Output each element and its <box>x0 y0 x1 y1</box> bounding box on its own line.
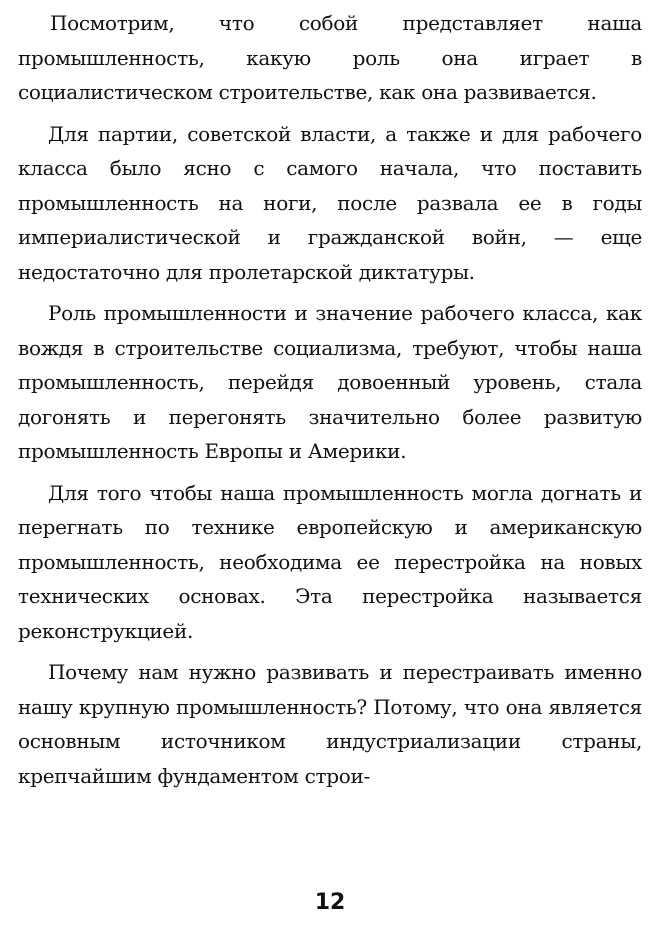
paragraph-1: Посмотрим, что собой представляет наша промышленность, какую роль она играет в социалистическом строительстве, как она развивается. <box>18 11 642 104</box>
paragraph-5: Почему нам нужно развивать и перестраивать именно нашу крупную промышленность? Потому, что она является основным источником индустриализации страны, крепчайшим фундаментом строи- <box>18 660 642 788</box>
body-text <box>18 6 642 800</box>
paragraph-3: Роль промышленности и значение рабочего класса, как вождя в строительстве социализма, требуют, чтобы наша промышленность, перейдя довоенный уровень, стала догонять и перегонять значительно более развитую промышленность Европы и Америки. <box>18 301 642 463</box>
page-number: 12 <box>314 890 346 915</box>
paragraph-4: Для того чтобы наша промышленность могла догнать и перегнать по технике европейскую и американскую промышленность, необходима ее перестройка на новых технических основах. Эта перестройка называется реконструкцией. <box>18 480 642 643</box>
paragraph-2: Для партии, советской власти, а также и для рабочего класса было ясно с самого начала, что поставить промышленность на ноги, после развала ее в годы империалистической и гражданской войн, — еще недостаточно для пролетарской диктатуры. <box>18 121 642 284</box>
